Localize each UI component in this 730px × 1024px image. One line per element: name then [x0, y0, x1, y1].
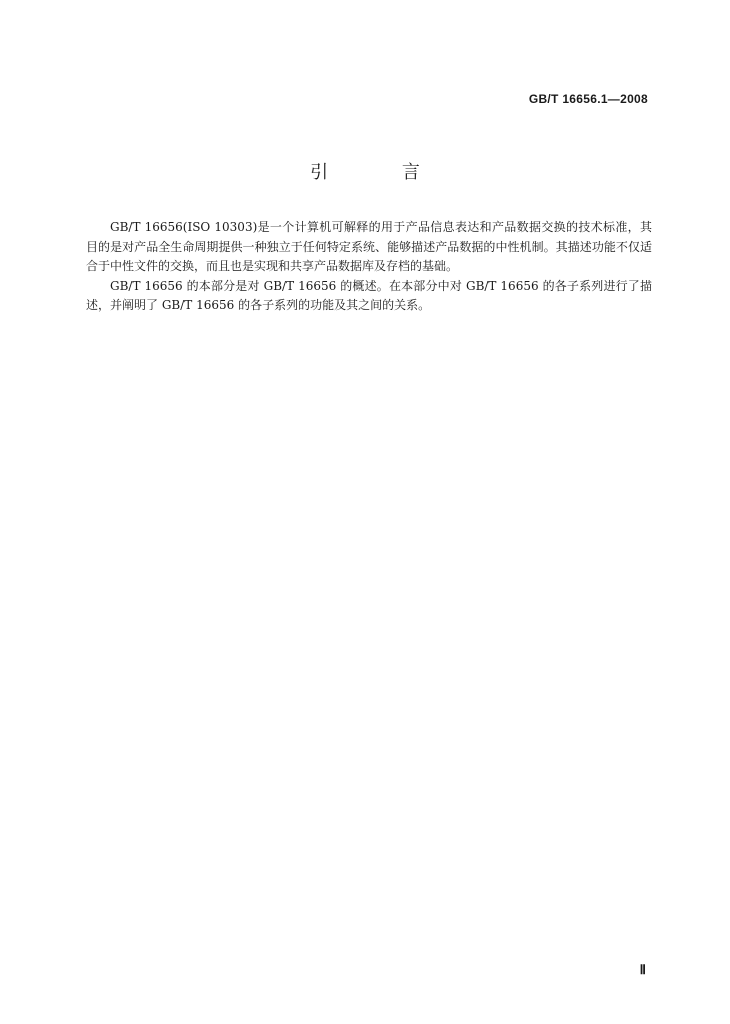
standard-number: GB/T 16656.1—2008	[528, 92, 648, 106]
section-title: 引 言	[310, 162, 454, 183]
body-text	[86, 218, 652, 316]
page-number: Ⅱ	[639, 962, 646, 977]
paragraph-2: GB/T 16656 的本部分是对 GB/T 16656 的概述。在本部分中对 GB/T 16656 的各子系列进行了描述，并阐明了 GB/T 16656 的各子系列的功能及其之间的关系。	[86, 278, 652, 312]
paragraph-1: GB/T 16656(ISO 10303)是一个计算机可解释的用于产品信息表达和产品数据交换的技术标准，其目的是对产品全生命周期提供一种独立于任何特定系统、能够描述产品数据的中性机制。其描述功能不仅适合于中性文件的交换，而且也是实现和共享产品数据库及存档的基础。	[86, 220, 652, 273]
